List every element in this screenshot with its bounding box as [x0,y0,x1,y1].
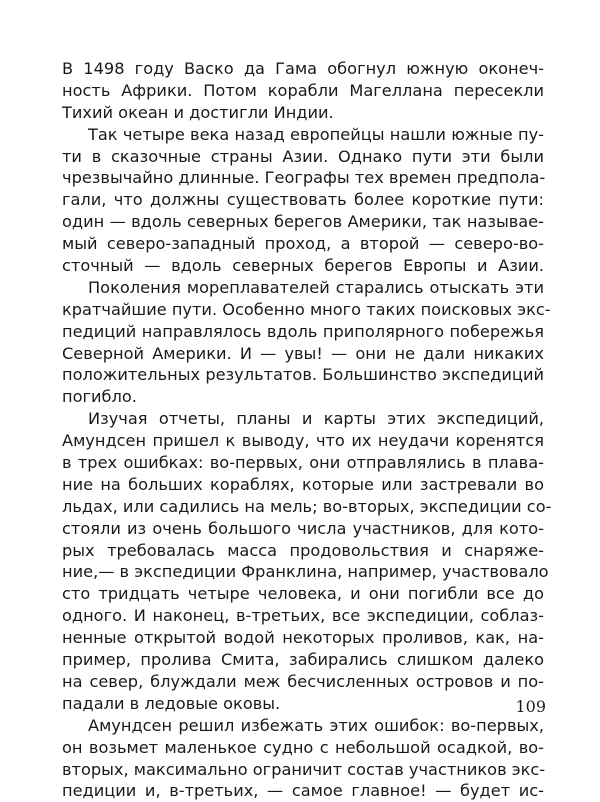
text-line: Амундсен решил избежать этих ошибок: во-первых, [88,715,544,735]
text-line: педиций направлялось вдоль приполярного побережья [62,321,544,341]
text-line: на север, блуждали меж бесчисленных островов и по- [62,671,544,691]
text-line: Тихий океан и достигли Индии. [62,102,334,122]
text-line: падали в ледовые оковы. [62,693,281,713]
body-text [62,58,552,802]
text-line: Так четыре века назад европейцы нашли южные пу- [88,124,544,144]
text-line: Изучая отчеты, планы и карты этих экспедиций, [88,409,544,429]
text-line: кратчайшие пути. Особенно много таких поисковых экс- [62,299,551,319]
text-line: один — вдоль северных берегов Америки, так называе- [62,212,544,232]
text-line: гали, что должны существовать более короткие пути: [62,190,544,210]
text-line: Амундсен пришел к выводу, что их неудачи коренятся [62,431,544,451]
text-line: сточный — вдоль северных берегов Европы и Азии. [62,256,544,276]
page-number: 109 [515,697,546,716]
text-line: ти в сказочные страны Азии. Однако пути эти были [62,146,544,166]
text-line: пример, пролива Смита, забирались слишком далеко [62,650,544,670]
text-line: вторых, максимально ограничит состав участников экс- [62,759,546,779]
text-line: чрезвычайно длинные. Географы тех времен предпола- [62,168,546,188]
text-line: положительных результатов. Большинство экспедиций [62,365,544,385]
text-line: сто тридцать четыре человека, и они погибли все до [62,584,544,604]
text-line: погибло. [62,387,137,407]
text-line: В 1498 году Васко да Гама обогнул южную оконеч- [62,59,544,78]
text-line: педиции и, в-третьих, — самое главное! — будет ис- [62,781,544,801]
text-line: в трех ошибках: во-первых, они отправлялись в плава- [62,453,544,473]
text-line: ность Африки. Потом корабли Магеллана пересекли [62,80,544,100]
text-line: мый северо-западный проход, а второй — северо-во- [62,234,544,254]
text-line: ненные открытой водой некоторых проливов, как, на- [62,628,544,648]
text-line: рых требовалась масса продовольствия и снаряже- [62,540,544,560]
text-line: ние на больших кораблях, которые или застревали во [62,474,544,494]
text-line: стояли из очень большого числа участников, для кото- [62,518,544,538]
text-line: ние,— в экспедиции Франклина, например, участвовало [62,562,549,582]
text-line: Поколения мореплавателей старались отыскать эти [88,277,544,297]
text-line: одного. И наконец, в-третьих, все экспедиции, соблаз- [62,606,544,626]
text-line: льдах, или садились на мель; во-вторых, экспедиции со- [62,496,552,516]
text-line: он возьмет маленькое судно с небольшой осадкой, во- [62,737,544,757]
text-line: Северной Америки. И — увы! — они не дали никаких [62,343,544,363]
